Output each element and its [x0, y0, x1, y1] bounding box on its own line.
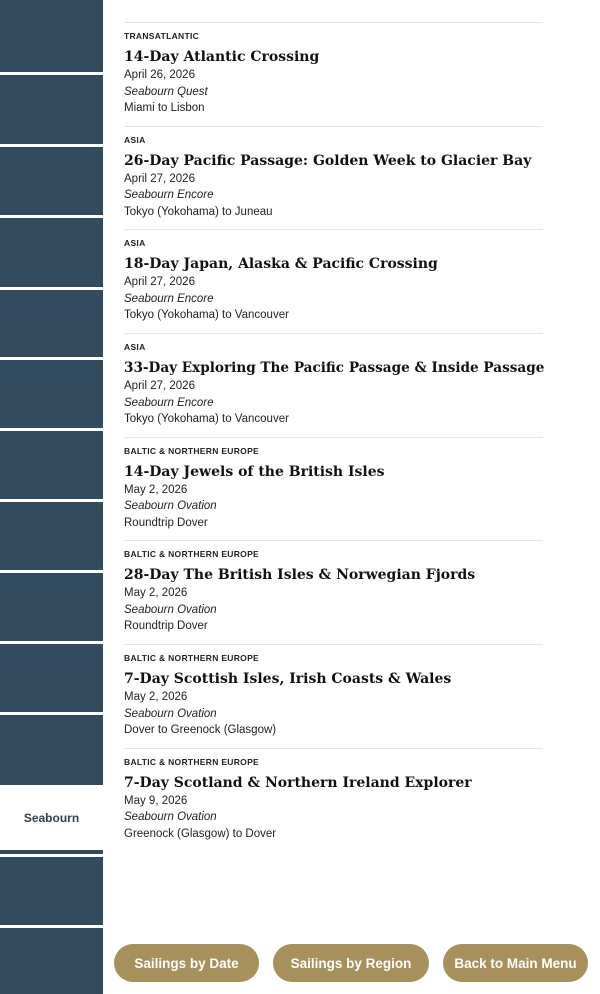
sailing-region: ASIA [124, 238, 146, 249]
sailing-route: Tokyo (Yokohama) to Vancouver [124, 309, 289, 322]
sidebar-tab[interactable] [0, 0, 103, 72]
sailing-region: BALTIC & NORTHERN EUROPE [124, 445, 260, 456]
sidebar-tab-label: Seabourn [23, 810, 80, 825]
sidebar-tab[interactable] [0, 928, 103, 994]
sailing-region: BALTIC & NORTHERN EUROPE [124, 653, 260, 664]
sailing-route: Roundtrip Dover [124, 516, 208, 529]
sailing-item[interactable] [124, 749, 543, 853]
sidebar-tab[interactable] [0, 573, 103, 641]
sidebar-tab[interactable] [0, 644, 103, 712]
sailings-list [124, 22, 543, 853]
sailing-title: 26-Day Pacific Passage: Golden Week to Glacier Bay [124, 152, 532, 169]
sailing-ship: Seabourn Ovation [124, 811, 217, 824]
sailing-route: Roundtrip Dover [124, 620, 208, 633]
sailing-item[interactable] [124, 127, 543, 231]
sidebar-tab[interactable] [0, 75, 103, 144]
sailing-route: Greenock (Glasgow) to Dover [124, 827, 277, 840]
sailing-title: 14-Day Jewels of the British Isles [124, 463, 385, 480]
sailing-ship: Seabourn Quest [124, 85, 208, 98]
sidebar [0, 0, 103, 994]
sailing-ship: Seabourn Ovation [124, 500, 217, 513]
sailing-route: Tokyo (Yokohama) to Vancouver [124, 413, 289, 426]
sidebar-tab[interactable] [0, 147, 103, 215]
sailing-region: ASIA [124, 342, 146, 353]
sailing-route: Tokyo (Yokohama) to Juneau [124, 205, 273, 218]
sailing-item[interactable] [124, 230, 543, 334]
sailing-title: 7-Day Scotland & Northern Ireland Explorer [124, 774, 472, 791]
sidebar-divider [0, 850, 103, 854]
sailing-route: Dover to Greenock (Glasgow) [124, 724, 277, 737]
sailing-ship: Seabourn Encore [124, 189, 214, 202]
sailing-region: BALTIC & NORTHERN EUROPE [124, 756, 260, 767]
sailing-title: 28-Day The British Isles & Norwegian Fjords [124, 567, 476, 584]
sailing-region: BALTIC & NORTHERN EUROPE [124, 549, 260, 560]
back-to-main-menu-button[interactable]: Back to Main Menu [443, 944, 588, 982]
sailing-route: Miami to Lisbon [124, 102, 205, 114]
sailing-ship: Seabourn Ovation [124, 603, 217, 616]
sailing-date: May 2, 2026 [124, 691, 188, 704]
sidebar-tab[interactable] [0, 431, 103, 499]
sailing-date: May 9, 2026 [124, 794, 188, 807]
sailing-date: April 26, 2026 [124, 69, 195, 81]
sailing-item[interactable] [124, 23, 543, 127]
sailings-by-date-button[interactable]: Sailings by Date [114, 944, 259, 982]
sailing-item[interactable] [124, 645, 543, 749]
sailing-date: April 27, 2026 [124, 276, 195, 289]
sailing-title: 14-Day Atlantic Crossing [124, 49, 320, 65]
sailing-item[interactable] [124, 541, 543, 645]
sailing-date: May 2, 2026 [124, 587, 188, 600]
sidebar-tab-seabourn[interactable] [0, 785, 103, 850]
sidebar-tab[interactable] [0, 715, 103, 785]
sidebar-tab[interactable] [0, 360, 103, 428]
sidebar-tab[interactable] [0, 218, 103, 287]
sailing-date: May 2, 2026 [124, 483, 188, 496]
sailing-title: 7-Day Scottish Isles, Irish Coasts & Wales [124, 671, 452, 688]
sailing-title: 33-Day Exploring The Pacific Passage & Inside Passage [124, 360, 545, 377]
sailing-ship: Seabourn Encore [124, 396, 214, 409]
sidebar-tab[interactable] [0, 290, 103, 357]
sidebar-tab[interactable] [0, 857, 103, 925]
sidebar-tab[interactable] [0, 502, 103, 570]
sailing-title: 18-Day Japan, Alaska & Pacific Crossing [124, 256, 438, 273]
sailing-date: April 27, 2026 [124, 380, 195, 393]
sailing-item[interactable] [124, 334, 543, 438]
sailing-ship: Seabourn Ovation [124, 707, 217, 720]
sailings-by-region-button[interactable]: Sailings by Region [273, 944, 429, 982]
sailing-region: ASIA [124, 134, 146, 145]
sailing-ship: Seabourn Encore [124, 292, 214, 305]
sailing-date: April 27, 2026 [124, 172, 195, 185]
sailing-item[interactable] [124, 438, 543, 542]
sailing-region: TRANSATLANTIC [124, 31, 200, 41]
